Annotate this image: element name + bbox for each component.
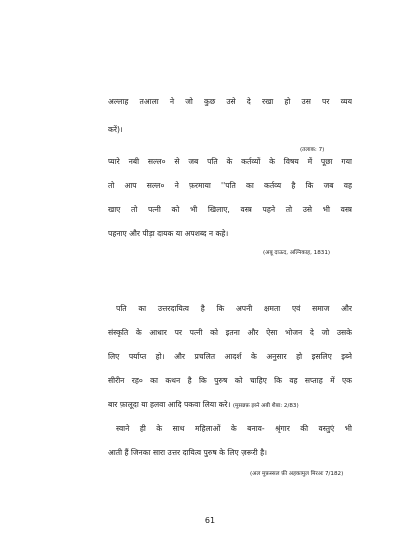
paragraph-line	[108, 399, 352, 412]
paragraph-line: अल्लाह तआला ने जो कुछ उसे दे रखा हो उस पर व्यय	[108, 97, 352, 106]
paragraph-line: संस्कृति के आधार पर पत्नी को इतना और ऐसा भोजन दे जो उसके	[108, 328, 352, 337]
paragraph-line: खाए तो पत्नी को भी खिलाए, वस्त्र पहने तो उसे भी वस्त्र	[108, 205, 352, 214]
paragraph-line: करें)।	[108, 125, 123, 134]
paragraph-text: बार फ़ालूदा या हलवा आदि पकवा लिया करे।	[108, 400, 231, 409]
citation: (तलाक: 7)	[300, 147, 325, 153]
paragraph-line: स्वाने ही के साथ महिलाओं के बनाव- श्रृंगार की वस्तुएं भी	[116, 424, 352, 433]
paragraph-line: सीरीन रह० का कथन है कि पुरुष को चाहिए कि वह सप्ताह में एक	[108, 376, 352, 385]
citation: (मुसन्नफ़ इब्ने अबी शैबा: 2/83)	[232, 403, 299, 409]
paragraph-line: आती हैं जिनका सारा उत्तर दायित्व पुरुष के लिए ज़रूरी है।	[108, 448, 268, 457]
paragraph-line: तो आप सल्ल० ने फ़रमाया ''पति का कर्तव्य है कि जब वह	[108, 181, 352, 190]
paragraph-line: लिए पर्याप्त हो। और प्रचलित आदर्श के अनुसार हो इसलिए इब्ने	[108, 352, 352, 361]
paragraph-line: पहनाए और पीड़ा दायक या अपशब्द न कहे।	[108, 229, 229, 238]
paragraph-line: प्यारे नबी सल्ल० से जब पति के कर्तव्यों के विषय में पूछा गया	[108, 157, 352, 166]
page-number: 61	[204, 516, 216, 525]
citation: (अबू दाऊद, अल्निकाह, 1831)	[263, 250, 331, 256]
citation: (अल मुफ़स्सल फ़ी अहकामुल मिरअः 7/182)	[250, 471, 344, 477]
paragraph-line: पति का उत्तरदायित्व है कि अपनी क्षमता एवं समाज और	[116, 304, 352, 313]
